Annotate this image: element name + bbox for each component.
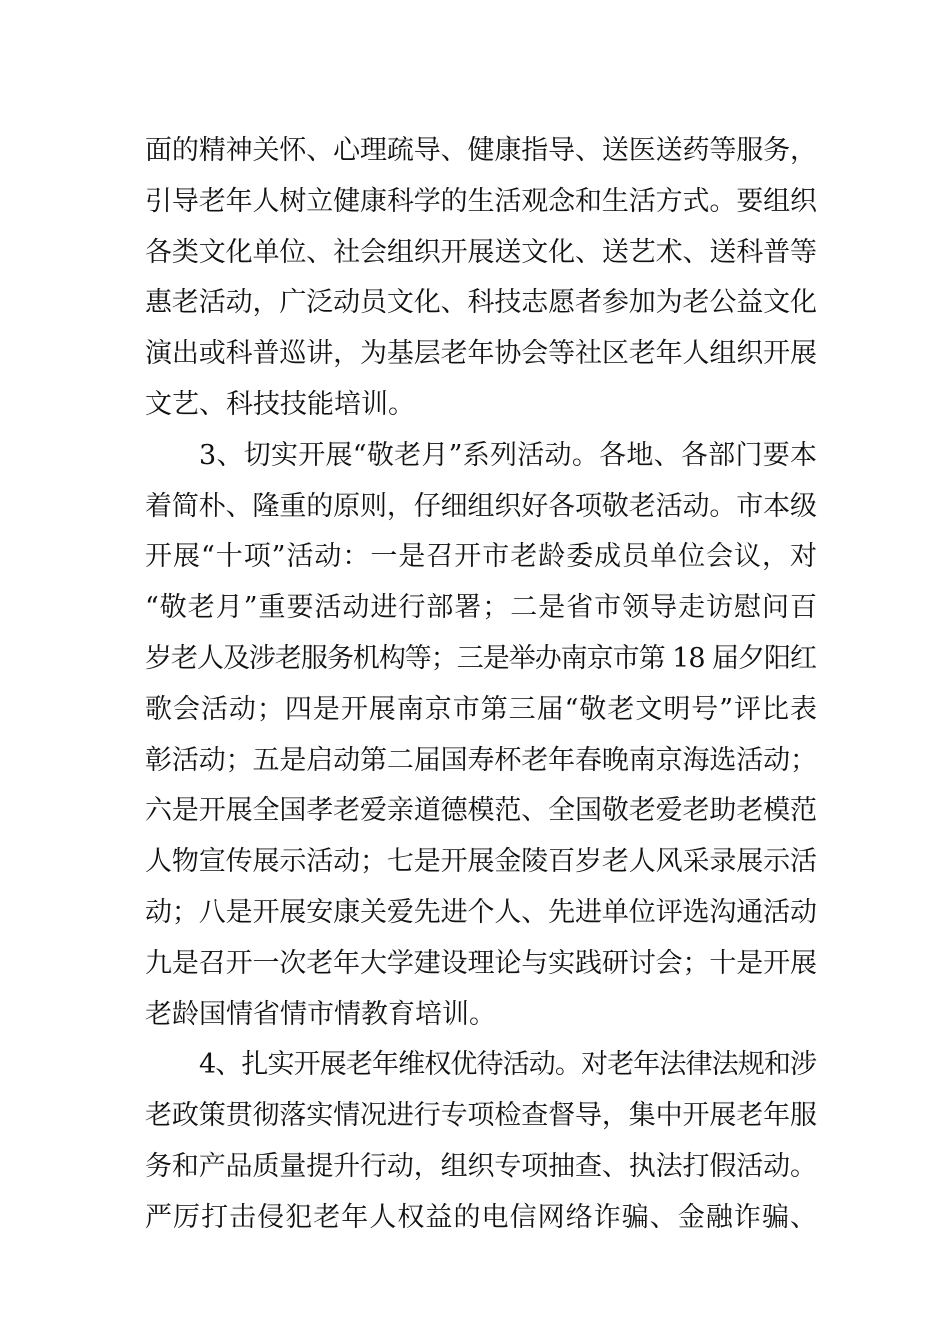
text-line: 歌会活动；四是开展南京市第三届“敬老文明号”评比表: [145, 693, 818, 725]
text-line: 面的精神关怀、心理疏导、健康指导、送医送药等服务，: [145, 135, 817, 166]
text-line: 动；八是开展安康关爱先进个人、先进单位评选沟通活动: [145, 896, 817, 928]
text-line: 4、扎实开展老年维权优待活动。对老年法律法规和涉: [199, 1049, 817, 1081]
text-line: 岁老人及涉老服务机构等；三是举办南京市第 18 届夕阳红: [145, 642, 816, 674]
text-line: 各类文化单位、社会组织开展送文化、送艺术、送科普等: [145, 236, 817, 268]
text-line: 九是召开一次老年大学建设理论与实践研讨会；十是开展: [145, 947, 817, 979]
text-line: 彰活动；五是启动第二届国寿杯老年春晚南京海选活动；: [145, 744, 817, 776]
text-line: 人物宣传展示活动；七是开展金陵百岁老人风采录展示活: [145, 846, 817, 878]
text-line: 惠老活动，广泛动员文化、科技志愿者参加为老公益文化: [145, 287, 817, 319]
text-line: 六是开展全国孝老爱亲道德模范、全国敬老爱老助老模范: [145, 795, 817, 827]
text-line: “敬老月”重要活动进行部署；二是省市领导走访慰问百: [145, 592, 818, 624]
text-line: 务和产品质量提升行动，组织专项抽查、执法打假活动。: [145, 1150, 817, 1182]
text-line: 开展“十项”活动：一是召开市老龄委成员单位会议，对: [145, 541, 818, 573]
text-line: 3、切实开展“敬老月”系列活动。各地、各部门要本: [199, 439, 818, 471]
text-line: 着简朴、隆重的原则，仔细组织好各项敬老活动。市本级: [145, 490, 817, 522]
body-text: [145, 126, 817, 1244]
text-line: 文艺、科技技能培训。: [145, 388, 415, 420]
text-line: 严厉打击侵犯老年人权益的电信网络诈骗、金融诈骗、: [145, 1201, 819, 1233]
text-line: 老龄国情省情市情教育培训。: [145, 998, 496, 1030]
text-line: 引导老年人树立健康科学的生活观念和生活方式。要组织: [145, 185, 817, 217]
text-line: 演出或科普巡讲，为基层老年协会等社区老年人组织开展: [145, 338, 817, 370]
text-line: 老政策贯彻落实情况进行专项检查督导，集中开展老年服: [145, 1100, 817, 1132]
